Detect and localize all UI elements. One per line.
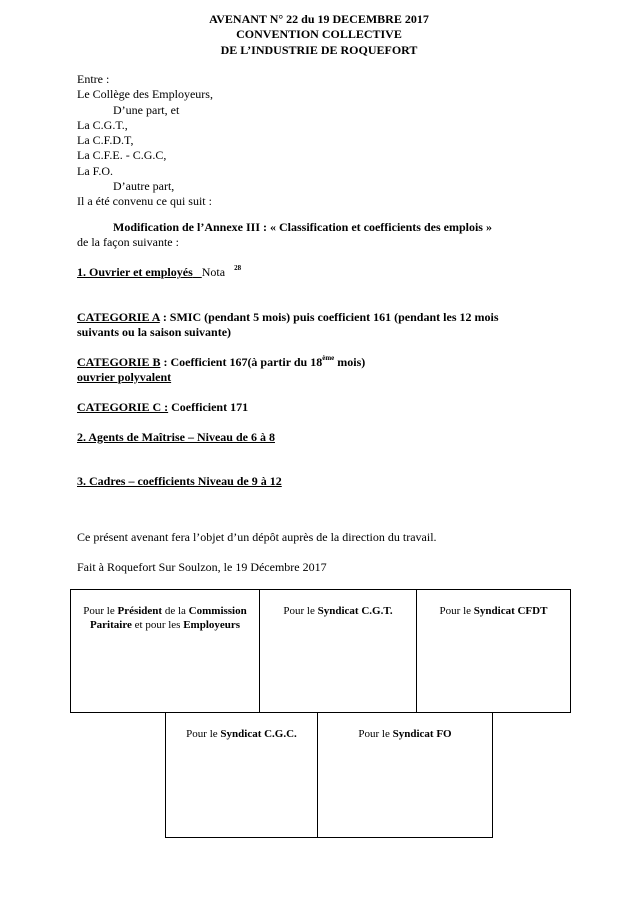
section-2-title: 2. Agents de Maîtrise – Niveau de 6 à 8 [77,430,275,444]
cgt-signature-label: Syndicat C.G.T. [317,605,393,617]
commission-text: Commission [188,605,247,617]
pour-le-text: Pour le [83,605,115,617]
cgt-party-text: La C.G.T., [77,118,128,132]
categorie-a-text: : SMIC (pendant 5 mois) puis coefficient 161 (pendant les 12 mois [159,310,499,324]
de-la-text: de la [164,605,186,617]
pour-le-text: Pour le [439,605,472,617]
categorie-c-line [77,400,248,415]
fo-signature-label: Syndicat FO [392,728,452,740]
dautre-part-text: D’autre part, [113,179,175,193]
title-line-1: AVENANT N° 22 du 19 DECEMBRE 2017 [209,12,429,26]
title-line-3: DE L’INDUSTRIE DE ROQUEFORT [220,43,418,57]
cfe-party-text: La C.F.E. - C.G.C, [77,148,167,162]
dune-part-text: D’une part, et [113,103,180,117]
nota-label: Nota [201,265,226,279]
et-pour-les-text: et pour les [134,619,181,631]
fo-party-text: La F.O. [77,164,114,178]
pour-le-text: Pour le [186,728,218,740]
categorie-c-text: Coefficient 171 [168,400,249,414]
entre-text: Entre : [77,72,110,86]
paritaire-text: Paritaire [89,619,132,631]
president-text: Président [117,605,163,617]
categorie-b-text-b: mois) [334,355,366,369]
employeurs-text: Employeurs [183,619,241,631]
pour-le-text: Pour le [358,728,390,740]
signature-box-cgt [259,589,417,713]
section-1-title: 1. Ouvrier et employés [77,265,193,279]
convenu-text: Il a été convenu ce qui suit : [77,194,212,208]
categorie-b-text-a: : Coefficient 167(à partir du 18 [160,355,323,369]
cfdt-signature-label: Syndicat CFDT [473,605,548,617]
categorie-b-line [77,355,365,370]
categorie-b-sup: ème [322,354,335,362]
cfdt-party-text: La C.F.D.T, [77,133,134,147]
section-3-title: 3. Cadres – coefficients Niveau de 9 à 12 [77,474,282,488]
section-1-heading [77,265,241,280]
categorie-a-line-2: suivants ou la saison suivante) [77,325,232,339]
college-text: Le Collège des Employeurs, [77,87,213,101]
signature-box-cfdt [416,589,571,713]
cgc-signature-label: Syndicat C.G.C. [220,728,297,740]
title-line-2: CONVENTION COLLECTIVE [236,27,402,41]
depot-text: Ce présent avenant fera l’objet d’un dépôt auprès de la direction du travail. [77,530,437,544]
modification-suite: de la façon suivante : [77,235,179,249]
modification-title: Modification de l’Annexe III : « Classification et coefficients des emplois » [113,220,492,234]
signature-box-fo [317,712,493,838]
categorie-a-label: CATEGORIE A [77,310,160,324]
fait-text: Fait à Roquefort Sur Soulzon, le 19 Décembre 2017 [77,560,327,574]
signature-box-president [70,589,260,713]
pour-le-text: Pour le [283,605,315,617]
categorie-c-label: CATEGORIE C : [77,400,169,414]
signature-box-cgc [165,712,318,838]
categorie-a-line-1 [77,310,498,325]
categorie-b-label: CATEGORIE B [77,355,161,369]
categorie-b-sub: ouvrier polyvalent [77,370,172,384]
nota-number: 28 [234,264,242,272]
